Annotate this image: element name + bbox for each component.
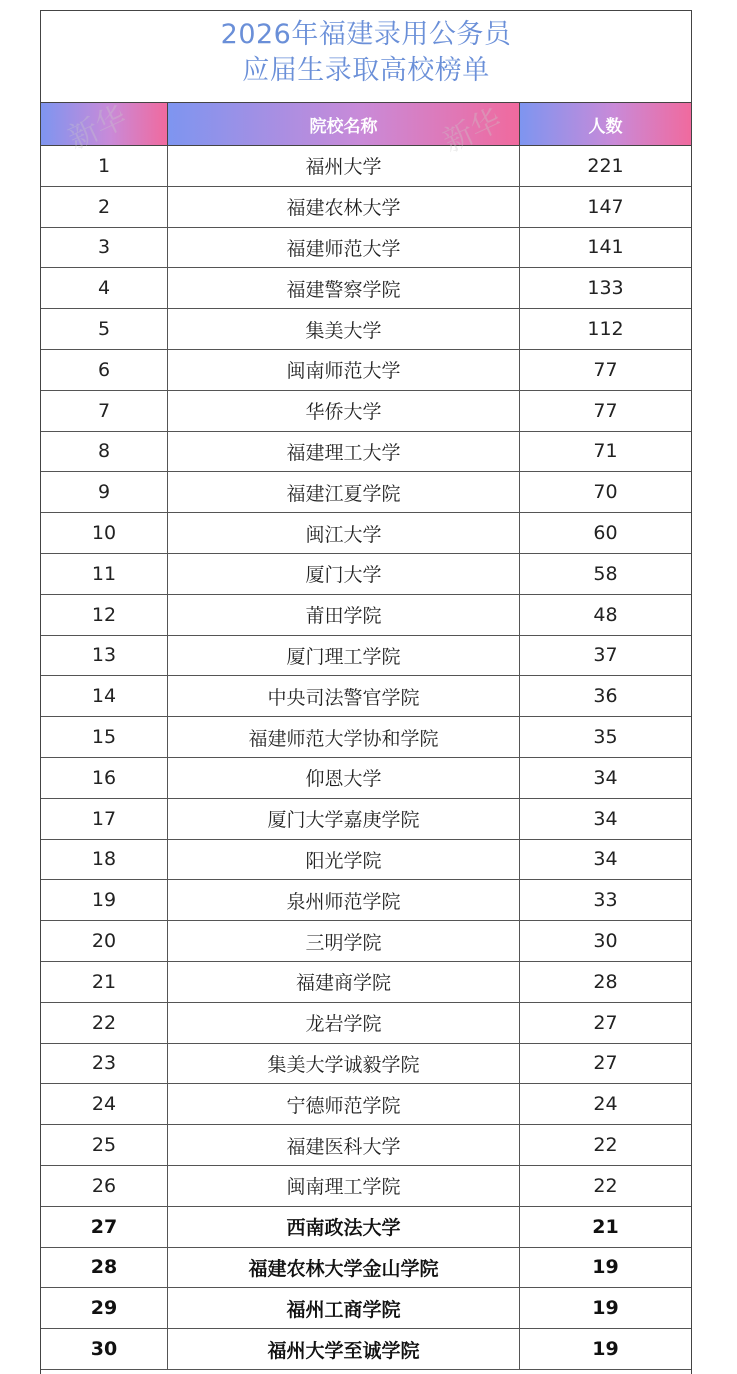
rank-cell: 10 [41,513,168,553]
school-name-cell: 福建江夏学院 [168,472,520,512]
rank-cell: 18 [41,840,168,880]
table-row [41,1003,691,1044]
table-row [41,187,691,228]
count-cell: 34 [593,807,618,830]
count-cell: 30 [593,930,618,953]
school-name-cell: 西南政法大学 [168,1207,520,1247]
table-row [41,1288,691,1329]
school-name-cell: 闽南师范大学 [168,350,520,390]
rank-cell: 14 [41,676,168,716]
table-title [41,11,691,103]
rank-cell: 19 [41,880,168,920]
table-row [41,758,691,799]
school-name-cell: 集美大学 [168,309,520,349]
rank-cell: 23 [41,1044,168,1084]
rank-cell: 13 [41,636,168,676]
rank-cell: 28 [41,1248,168,1288]
table-row [41,146,691,187]
table-body [41,146,691,1370]
school-name-cell: 龙岩学院 [168,1003,520,1043]
school-name-cell: 厦门大学 [168,554,520,594]
count-cell: 19 [592,1297,619,1320]
count-cell: 27 [593,1052,618,1075]
count-cell: 147 [587,195,624,218]
rank-cell: 26 [41,1166,168,1206]
school-name-cell: 福建农林大学金山学院 [168,1248,520,1288]
table-row [41,350,691,391]
school-name-cell: 集美大学诚毅学院 [168,1044,520,1084]
school-name-cell: 福建警察学院 [168,268,520,308]
table-row [41,228,691,269]
rank-cell: 27 [41,1207,168,1247]
header-school: 院校名称 [168,103,520,145]
table-row [41,472,691,513]
school-name-cell: 仰恩大学 [168,758,520,798]
count-cell: 133 [587,277,624,300]
rank-cell: 1 [41,146,168,186]
count-cell: 19 [592,1256,619,1279]
rank-cell: 24 [41,1084,168,1124]
school-name-cell: 中央司法警官学院 [168,676,520,716]
school-name-cell: 福建理工大学 [168,432,520,472]
school-name-cell: 华侨大学 [168,391,520,431]
count-cell: 21 [592,1215,619,1238]
school-name-cell: 福建农林大学 [168,187,520,227]
table-row [41,676,691,717]
rank-cell: 22 [41,1003,168,1043]
count-cell: 77 [593,358,618,381]
table-row [41,595,691,636]
rank-cell: 5 [41,309,168,349]
count-cell: 27 [593,1011,618,1034]
school-name-cell: 泉州师范学院 [168,880,520,920]
rank-cell: 3 [41,228,168,268]
count-cell: 34 [593,766,618,789]
count-cell: 35 [593,726,618,749]
school-name-cell: 闽江大学 [168,513,520,553]
school-name-cell: 福建商学院 [168,962,520,1002]
title-line-1: 2026年福建录用公务员 [220,19,512,50]
school-name-cell: 福州大学至诚学院 [168,1329,520,1369]
table-row [41,1166,691,1207]
count-cell: 77 [593,399,618,422]
table-row [41,1207,691,1248]
watermark: 新华 [62,99,133,157]
table-row [41,1044,691,1085]
table-row [41,1329,691,1370]
rank-cell: 20 [41,921,168,961]
school-name-cell: 厦门理工学院 [168,636,520,676]
rank-cell: 16 [41,758,168,798]
school-name-cell: 福州工商学院 [168,1288,520,1328]
school-name-cell: 莆田学院 [168,595,520,635]
table-row [41,432,691,473]
watermark: 新华 [437,102,508,160]
rank-cell: 6 [41,350,168,390]
table-row [41,880,691,921]
count-cell: 221 [587,154,624,177]
rank-cell: 15 [41,717,168,757]
rank-cell: 21 [41,962,168,1002]
school-name-cell: 福州大学 [168,146,520,186]
school-name-cell: 厦门大学嘉庚学院 [168,799,520,839]
count-cell: 71 [593,440,618,463]
rank-cell: 4 [41,268,168,308]
table-row [41,636,691,677]
rank-cell: 11 [41,554,168,594]
school-name-cell: 闽南理工学院 [168,1166,520,1206]
ranking-table [40,10,692,1374]
table-row [41,921,691,962]
count-cell: 141 [587,236,624,259]
count-cell: 58 [593,562,618,585]
rank-cell: 7 [41,391,168,431]
table-row [41,799,691,840]
table-row [41,840,691,881]
rank-cell: 30 [41,1329,168,1369]
table-row [41,1084,691,1125]
count-cell: 70 [593,481,618,504]
school-name-cell: 福建医科大学 [168,1125,520,1165]
header-count: 人数 [520,103,691,145]
count-cell: 28 [593,970,618,993]
table-row [41,391,691,432]
school-name-cell: 福建师范大学 [168,228,520,268]
count-cell: 48 [593,603,618,626]
rank-cell: 12 [41,595,168,635]
table-row [41,268,691,309]
rank-cell: 25 [41,1125,168,1165]
count-cell: 33 [593,889,618,912]
table-row [41,1125,691,1166]
rank-cell: 8 [41,432,168,472]
count-cell: 34 [593,848,618,871]
school-name-cell: 宁德师范学院 [168,1084,520,1124]
school-name-cell: 阳光学院 [168,840,520,880]
count-cell: 112 [587,318,624,341]
count-cell: 22 [593,1174,618,1197]
school-name-cell: 三明学院 [168,921,520,961]
header-rank [41,103,168,145]
table-row [41,554,691,595]
table-row [41,513,691,554]
table-row [41,309,691,350]
rank-cell: 2 [41,187,168,227]
table-row [41,962,691,1003]
rank-cell: 9 [41,472,168,512]
count-cell: 19 [592,1338,619,1360]
count-cell: 60 [593,522,618,545]
count-cell: 22 [593,1134,618,1157]
count-cell: 37 [593,644,618,667]
title-line-2: 应届生录取高校榜单 [242,55,490,86]
count-cell: 24 [593,1093,618,1116]
table-row [41,1248,691,1289]
school-name-cell: 福建师范大学协和学院 [168,717,520,757]
count-cell: 36 [593,685,618,708]
table-row [41,717,691,758]
rank-cell: 29 [41,1288,168,1328]
table-header-row [41,103,691,146]
rank-cell: 17 [41,799,168,839]
